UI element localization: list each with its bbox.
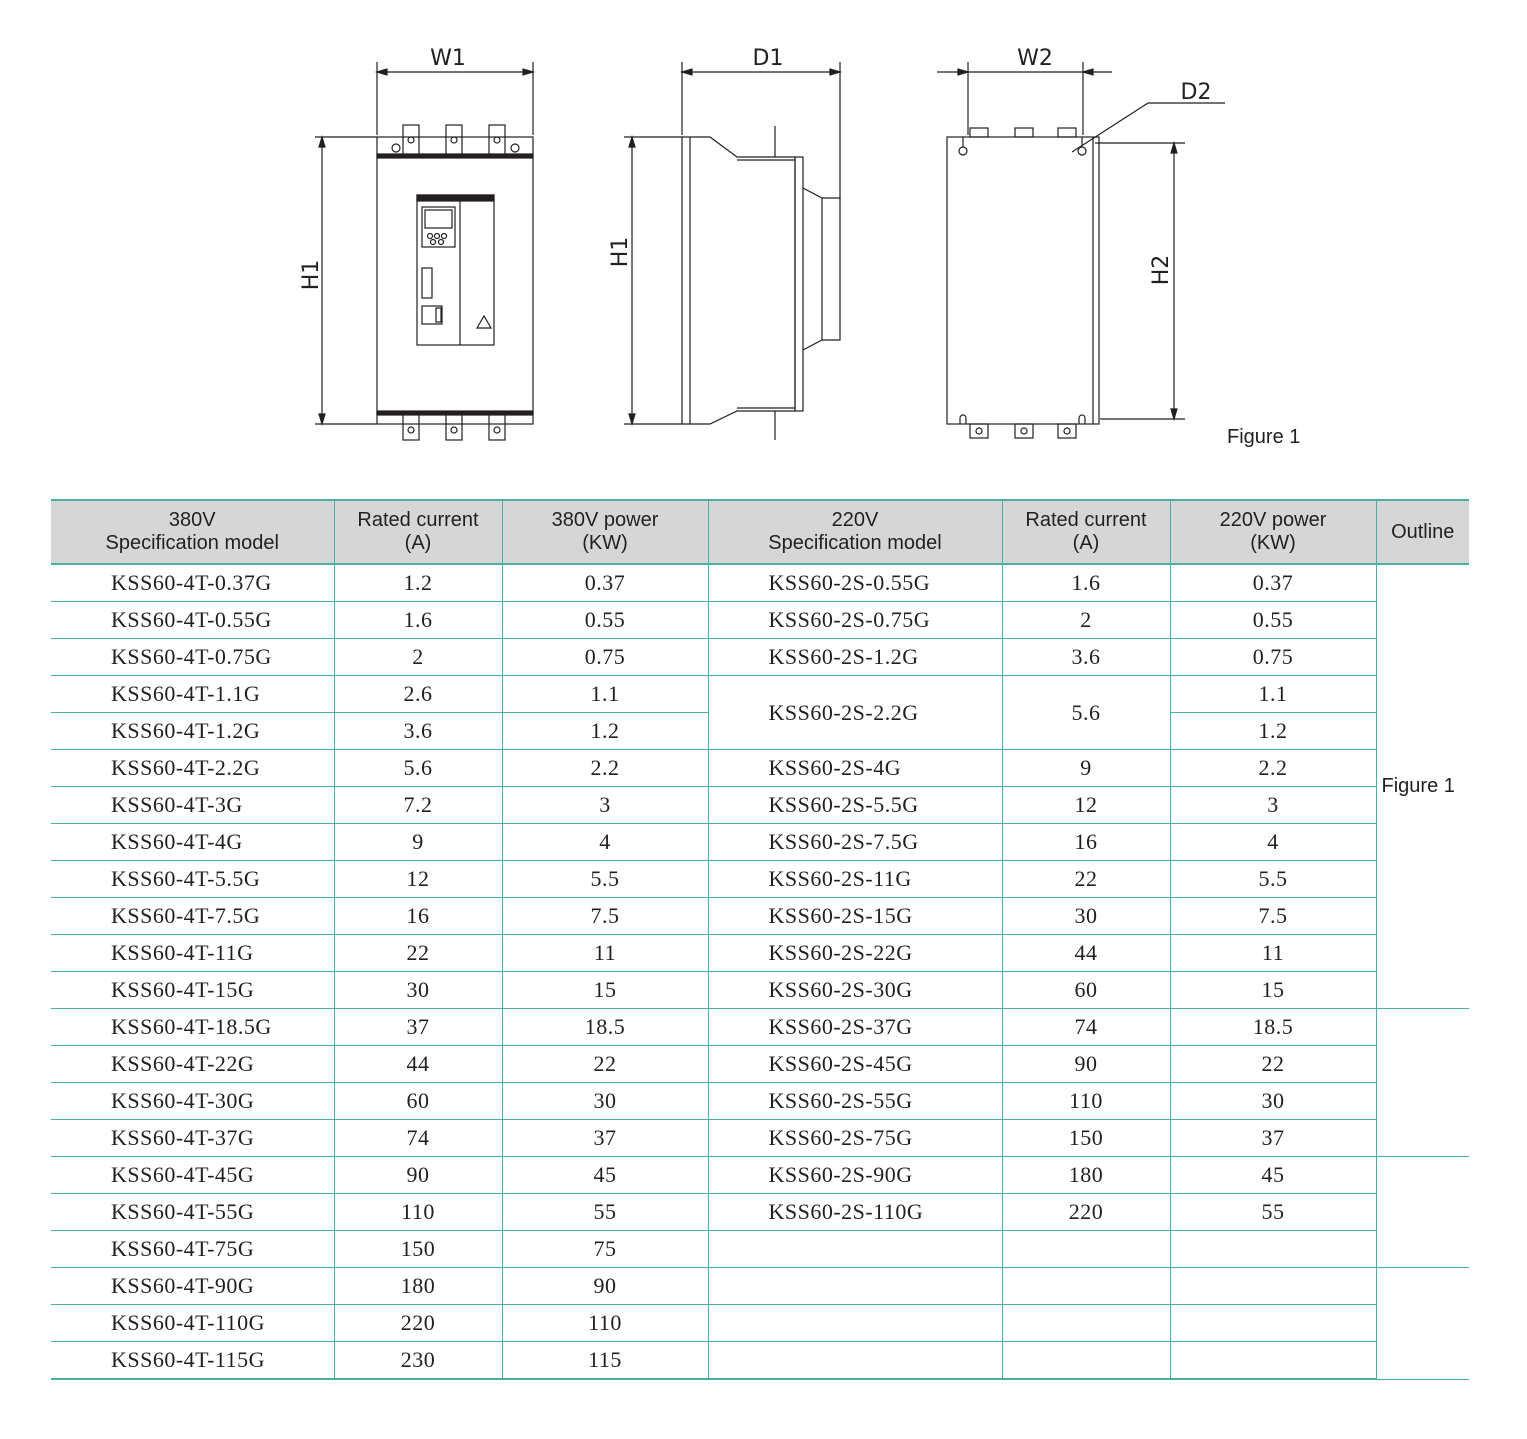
cell-power-380v: 115 [502, 1342, 708, 1380]
cell-power-220v: 4 [1170, 824, 1376, 861]
cell-model-220v: KSS60-2S-1.2G [708, 639, 1002, 676]
table-row [51, 1046, 1469, 1083]
cell-power-220v: 7.5 [1170, 898, 1376, 935]
cell-model-220v: KSS60-2S-5.5G [708, 787, 1002, 824]
cell-power-220v: 0.37 [1170, 564, 1376, 602]
h1-label-front: H1 [299, 259, 324, 291]
header-220v-current: Rated current (A) [1002, 500, 1170, 564]
cell-power-380v: 15 [502, 972, 708, 1009]
specification-table [51, 499, 1469, 1380]
header-220v-model: 220V Specification model [708, 500, 1002, 564]
cell-current-380v: 16 [334, 898, 502, 935]
cell-current-220v: 90 [1002, 1046, 1170, 1083]
cell-current-380v: 30 [334, 972, 502, 1009]
cell-current-220v: 30 [1002, 898, 1170, 935]
figure-caption: Figure 1 [1227, 426, 1301, 448]
cell-model-220v: KSS60-2S-55G [708, 1083, 1002, 1120]
cell-power-220v: 5.5 [1170, 861, 1376, 898]
front-view [299, 46, 533, 440]
outline-empty-cell [1376, 1009, 1469, 1157]
table-row [51, 861, 1469, 898]
cell-current-220v: 180 [1002, 1157, 1170, 1194]
cell-model-220v: KSS60-2S-30G [708, 972, 1002, 1009]
cell-power-220v: 30 [1170, 1083, 1376, 1120]
table-row [51, 1120, 1469, 1157]
cell-model-220v: KSS60-2S-7.5G [708, 824, 1002, 861]
table-row [51, 676, 1469, 713]
cell-model-220v: KSS60-2S-0.75G [708, 602, 1002, 639]
cell-current-220v: 1.6 [1002, 564, 1170, 602]
cell-model-220v: KSS60-2S-2.2G [708, 676, 1002, 750]
cell-model-380v: KSS60-4T-2.2G [51, 750, 334, 787]
table-row [51, 639, 1469, 676]
cell-power-380v: 1.1 [502, 676, 708, 713]
cell-model-380v: KSS60-4T-55G [51, 1194, 334, 1231]
cell-current-220v: 3.6 [1002, 639, 1170, 676]
cell-model-380v: KSS60-4T-5.5G [51, 861, 334, 898]
cell-model-380v: KSS60-4T-3G [51, 787, 334, 824]
cell-current-220v: 44 [1002, 935, 1170, 972]
cell-model-380v: KSS60-4T-0.55G [51, 602, 334, 639]
cell-power-380v: 0.75 [502, 639, 708, 676]
table-row [51, 935, 1469, 972]
cell-power-220v: 0.55 [1170, 602, 1376, 639]
cell-current-380v: 5.6 [334, 750, 502, 787]
cell-model-380v: KSS60-4T-4G [51, 824, 334, 861]
table-row [51, 1157, 1469, 1194]
cell-power-380v: 55 [502, 1194, 708, 1231]
cell-current-220v: 5.6 [1002, 676, 1170, 750]
cell-model-380v: KSS60-4T-45G [51, 1157, 334, 1194]
cell-model-380v: KSS60-4T-1.2G [51, 713, 334, 750]
cell-model-380v: KSS60-4T-11G [51, 935, 334, 972]
table-row [51, 824, 1469, 861]
cell-model-220v: KSS60-2S-0.55G [708, 564, 1002, 602]
h1-label-side: H1 [608, 236, 633, 268]
table-body [51, 564, 1469, 1379]
outline-drawing [0, 0, 1527, 470]
table-row [51, 1194, 1469, 1231]
cell-current-380v: 110 [334, 1194, 502, 1231]
cell-current-380v: 22 [334, 935, 502, 972]
cell-power-220v [1170, 1342, 1376, 1380]
cell-power-380v: 3 [502, 787, 708, 824]
table-row [51, 1305, 1469, 1342]
cell-model-220v: KSS60-2S-11G [708, 861, 1002, 898]
cell-power-220v: 55 [1170, 1194, 1376, 1231]
cell-power-220v: 2.2 [1170, 750, 1376, 787]
cell-current-220v [1002, 1305, 1170, 1342]
cell-current-380v: 220 [334, 1305, 502, 1342]
cell-power-220v: 22 [1170, 1046, 1376, 1083]
cell-current-220v: 150 [1002, 1120, 1170, 1157]
cell-current-220v: 220 [1002, 1194, 1170, 1231]
cell-current-220v: 110 [1002, 1083, 1170, 1120]
header-380v-power: 380V power (KW) [502, 500, 708, 564]
header-380v-model: 380V Specification model [51, 500, 334, 564]
cell-power-380v: 0.37 [502, 564, 708, 602]
cell-current-220v: 16 [1002, 824, 1170, 861]
cell-model-220v: KSS60-2S-110G [708, 1194, 1002, 1231]
cell-model-380v: KSS60-4T-115G [51, 1342, 334, 1380]
cell-current-380v: 1.2 [334, 564, 502, 602]
cell-current-380v: 90 [334, 1157, 502, 1194]
header-380v-current: Rated current (A) [334, 500, 502, 564]
cell-power-380v: 0.55 [502, 602, 708, 639]
cell-current-380v: 230 [334, 1342, 502, 1380]
cell-power-220v: 11 [1170, 935, 1376, 972]
cell-current-380v: 74 [334, 1120, 502, 1157]
cell-power-380v: 45 [502, 1157, 708, 1194]
cell-model-380v: KSS60-4T-7.5G [51, 898, 334, 935]
table-row [51, 1083, 1469, 1120]
cell-current-380v: 60 [334, 1083, 502, 1120]
cell-current-380v: 180 [334, 1268, 502, 1305]
cell-model-380v: KSS60-4T-18.5G [51, 1009, 334, 1046]
cell-current-220v: 60 [1002, 972, 1170, 1009]
table-row [51, 564, 1469, 602]
cell-current-380v: 37 [334, 1009, 502, 1046]
cell-model-380v: KSS60-4T-0.75G [51, 639, 334, 676]
cell-current-220v: 9 [1002, 750, 1170, 787]
header-outline: Outline [1376, 500, 1469, 564]
cell-power-380v: 30 [502, 1083, 708, 1120]
table-row [51, 972, 1469, 1009]
cell-current-220v: 12 [1002, 787, 1170, 824]
cell-model-220v: KSS60-2S-90G [708, 1157, 1002, 1194]
cell-current-380v: 7.2 [334, 787, 502, 824]
cell-power-220v: 37 [1170, 1120, 1376, 1157]
cell-current-380v: 12 [334, 861, 502, 898]
cell-model-220v: KSS60-2S-4G [708, 750, 1002, 787]
cell-power-220v [1170, 1268, 1376, 1305]
cell-model-380v: KSS60-4T-0.37G [51, 564, 334, 602]
cell-current-380v: 44 [334, 1046, 502, 1083]
cell-current-380v: 2 [334, 639, 502, 676]
cell-power-380v: 11 [502, 935, 708, 972]
cell-power-380v: 18.5 [502, 1009, 708, 1046]
header-220v-power: 220V power (KW) [1170, 500, 1376, 564]
cell-power-220v: 0.75 [1170, 639, 1376, 676]
cell-current-220v [1002, 1342, 1170, 1380]
cell-power-220v [1170, 1231, 1376, 1268]
cell-model-220v [708, 1231, 1002, 1268]
cell-power-380v: 4 [502, 824, 708, 861]
outline-empty-cell [1376, 1157, 1469, 1268]
cell-current-380v: 1.6 [334, 602, 502, 639]
table-row [51, 1268, 1469, 1305]
cell-current-220v: 22 [1002, 861, 1170, 898]
cell-model-220v: KSS60-2S-45G [708, 1046, 1002, 1083]
w1-label: W1 [430, 46, 466, 71]
table-row [51, 1009, 1469, 1046]
table-row [51, 602, 1469, 639]
cell-model-220v: KSS60-2S-37G [708, 1009, 1002, 1046]
cell-power-380v: 90 [502, 1268, 708, 1305]
cell-power-220v: 1.2 [1170, 713, 1376, 750]
outline-empty-cell [1376, 1268, 1469, 1380]
cell-model-220v: KSS60-2S-75G [708, 1120, 1002, 1157]
cell-model-380v: KSS60-4T-37G [51, 1120, 334, 1157]
cell-current-380v: 2.6 [334, 676, 502, 713]
cell-model-220v [708, 1305, 1002, 1342]
cell-power-220v [1170, 1305, 1376, 1342]
cell-model-380v: KSS60-4T-90G [51, 1268, 334, 1305]
table-header-row [51, 500, 1469, 564]
cell-model-380v: KSS60-4T-1.1G [51, 676, 334, 713]
cell-current-220v [1002, 1268, 1170, 1305]
cell-power-220v: 1.1 [1170, 676, 1376, 713]
cell-model-380v: KSS60-4T-110G [51, 1305, 334, 1342]
cell-power-380v: 5.5 [502, 861, 708, 898]
cell-power-220v: 18.5 [1170, 1009, 1376, 1046]
cell-current-220v: 74 [1002, 1009, 1170, 1046]
cell-model-220v: KSS60-2S-22G [708, 935, 1002, 972]
cell-model-380v: KSS60-4T-22G [51, 1046, 334, 1083]
cell-model-220v [708, 1342, 1002, 1380]
d2-label: D2 [1180, 80, 1212, 105]
table-row [51, 898, 1469, 935]
side-view [608, 46, 840, 440]
w2-label: W2 [1017, 46, 1053, 71]
cell-model-220v [708, 1268, 1002, 1305]
cell-power-380v: 110 [502, 1305, 708, 1342]
outline-figure-cell: Figure 1 [1376, 564, 1469, 1009]
cell-current-380v: 9 [334, 824, 502, 861]
cell-current-380v: 3.6 [334, 713, 502, 750]
cell-current-220v: 2 [1002, 602, 1170, 639]
cell-power-220v: 3 [1170, 787, 1376, 824]
h2-label: H2 [1149, 254, 1174, 286]
cell-model-380v: KSS60-4T-15G [51, 972, 334, 1009]
cell-current-220v [1002, 1231, 1170, 1268]
table-row [51, 1342, 1469, 1380]
cell-power-220v: 15 [1170, 972, 1376, 1009]
cell-model-380v: KSS60-4T-30G [51, 1083, 334, 1120]
table-row [51, 750, 1469, 787]
cell-power-380v: 37 [502, 1120, 708, 1157]
cell-power-220v: 45 [1170, 1157, 1376, 1194]
table-row [51, 787, 1469, 824]
back-view [937, 46, 1225, 438]
cell-power-380v: 7.5 [502, 898, 708, 935]
cell-model-380v: KSS60-4T-75G [51, 1231, 334, 1268]
cell-power-380v: 1.2 [502, 713, 708, 750]
d1-label: D1 [752, 46, 784, 71]
table-row [51, 1231, 1469, 1268]
cell-power-380v: 22 [502, 1046, 708, 1083]
cell-current-380v: 150 [334, 1231, 502, 1268]
cell-model-220v: KSS60-2S-15G [708, 898, 1002, 935]
cell-power-380v: 75 [502, 1231, 708, 1268]
cell-power-380v: 2.2 [502, 750, 708, 787]
